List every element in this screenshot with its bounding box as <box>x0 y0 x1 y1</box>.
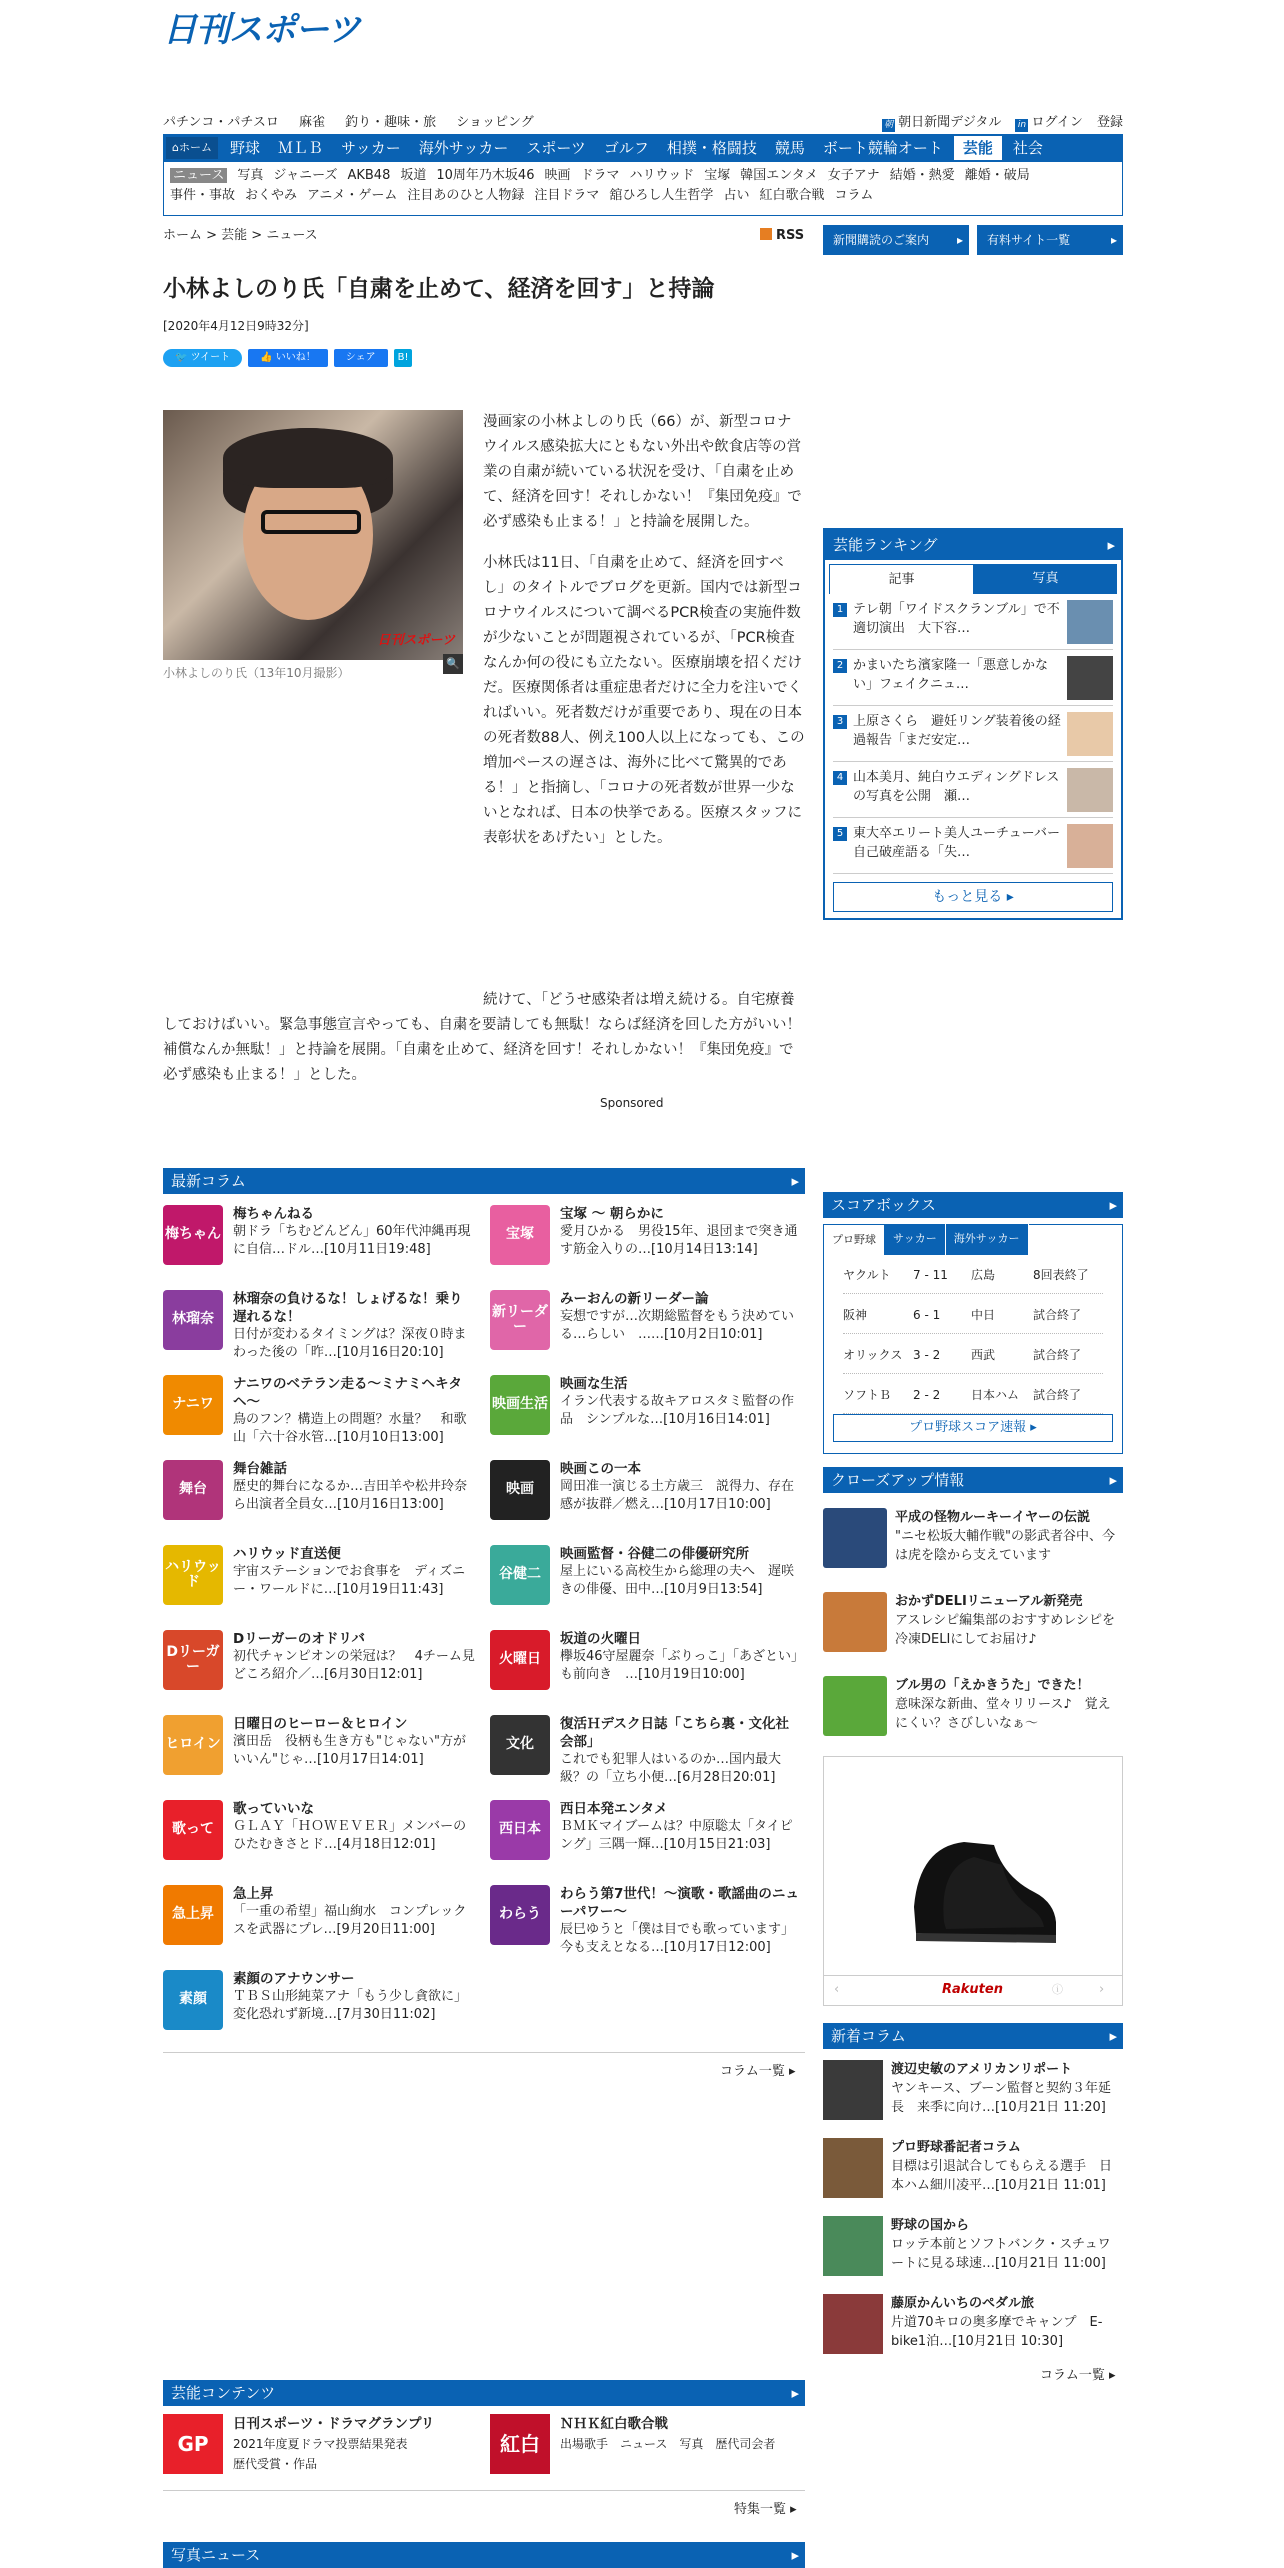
score-row[interactable] <box>843 1336 1103 1374</box>
column-text <box>233 1205 475 1281</box>
column-icon: ハリウッド <box>163 1545 223 1605</box>
column-text <box>560 1800 802 1876</box>
away-team: 日本ハム <box>971 1388 1020 1402</box>
score-row[interactable] <box>843 1296 1103 1334</box>
ranking-text: 山本美月、純白ウエディングドレスの写真を公開 瀬… <box>853 770 1060 804</box>
home-icon: ⌂ <box>172 141 179 154</box>
top-utility-nav <box>163 113 1123 133</box>
column-excerpt[interactable]: イラン代表する故キアロスタミ監督の作品 シンプルな…[10月16日14:01] <box>560 1394 795 1427</box>
topnav-link[interactable]: 釣り・趣味・旅 <box>345 115 437 130</box>
column-item[interactable] <box>163 1375 475 1451</box>
new-column-thumbnail <box>823 2138 883 2198</box>
away-team: 中日 <box>971 1308 996 1322</box>
column-item[interactable] <box>490 1290 802 1366</box>
column-icon: 西日本 <box>490 1800 550 1860</box>
column-icon: 火曜日 <box>490 1630 550 1690</box>
nav-item[interactable]: ゴルフ <box>603 139 649 157</box>
subnav-link[interactable]: おくやみ <box>245 187 298 203</box>
column-name[interactable]: 舞台雑話 <box>233 1461 287 1477</box>
nav-item[interactable]: スポーツ <box>526 139 586 157</box>
login-link[interactable]: in ログイン <box>1015 115 1082 130</box>
closeup-name[interactable]: ブル男の「えかきうた」できた！ <box>895 1678 1090 1693</box>
column-icon: 素顔 <box>163 1970 223 2030</box>
paragraph: 漫画家の小林よしのり氏（66）が、新型コロナウイルス感染拡大にともない外出や飲食店等の営業の自粛が続いている状況を受け、「自粛を止めて、経済を回す！それしかない！『集団免疫』で必ず感染も止まる！」と持論を展開した。 <box>483 414 802 530</box>
column-item[interactable] <box>490 1630 802 1706</box>
column-name[interactable]: ハリウッド直送便 <box>233 1546 341 1562</box>
ranking-item[interactable] <box>833 594 1113 650</box>
closeup-name[interactable]: おかずDELIリニューアル新発売 <box>895 1594 1083 1609</box>
column-excerpt[interactable]: 宇宙ステーションでお食事を ディズニー・ワールドに…[10月19日11:43] <box>233 1564 466 1597</box>
ranking-number: 2 <box>833 659 847 673</box>
column-icon: 新リーダー <box>490 1290 550 1350</box>
ranking-number: 5 <box>833 827 847 841</box>
column-excerpt[interactable]: 濱田岳 役柄も生き方も"じゃない"方がいいん"じゃ…[10月17日14:01] <box>233 1734 466 1767</box>
content-line[interactable]: 2021年度夏ドラマ投票結果発表 <box>233 2437 408 2451</box>
column-excerpt[interactable]: ＧＬＡＹ「ＨＯＷＥＶＥＲ」メンバーのひたむきさとド…[4月18日12:01] <box>233 1819 467 1852</box>
tab-articles[interactable]: 記事 <box>829 564 974 594</box>
new-column-item[interactable] <box>823 2294 1123 2366</box>
new-column-name[interactable]: 渡辺史敏のアメリカンリポート <box>891 2062 1073 2077</box>
photo-hair-top <box>223 428 393 488</box>
column-icon: 林瑠奈 <box>163 1290 223 1350</box>
article-body-continued <box>163 988 805 1088</box>
away-team: 広島 <box>971 1268 996 1282</box>
closeup-header[interactable]: クローズアップ情報 ▸ <box>823 1467 1123 1493</box>
paid-sites-button[interactable]: 有料サイト一覧 ▸ <box>977 225 1123 255</box>
subnav-link[interactable]: 10周年乃木坂46 <box>436 168 535 183</box>
rss-icon <box>760 228 772 240</box>
column-excerpt[interactable]: 愛月ひかる 男役15年、退団まで突き通す筋金入りの…[10月14日13:14] <box>560 1224 798 1257</box>
main-nav <box>163 134 1123 162</box>
closeup-thumbnail <box>823 1676 887 1736</box>
game-status: 試合終了 <box>1033 1388 1082 1402</box>
ranking-text: 東大卒エリート美人ユーチューバー自己破産語る「失… <box>853 826 1060 860</box>
closeup-thumbnail <box>823 1508 887 1568</box>
new-column-thumbnail <box>823 2060 883 2120</box>
rss-link[interactable]: RSS <box>760 226 804 246</box>
subnav-link[interactable]: ジャニーズ <box>273 168 338 183</box>
subscribe-button[interactable]: 新聞購読のご案内 ▸ <box>823 225 969 255</box>
score-row[interactable] <box>843 1256 1103 1294</box>
column-icon: 宝塚 <box>490 1205 550 1265</box>
ranking-thumbnail <box>1067 712 1113 756</box>
score: 3 - 2 <box>913 1348 941 1362</box>
subnav-link[interactable]: ニュース <box>170 168 227 183</box>
column-text <box>560 1460 802 1536</box>
ad-info-icon[interactable]: ⓘ <box>1052 1983 1063 1996</box>
column-icon: 谷健二 <box>490 1545 550 1605</box>
new-column-excerpt[interactable]: 目標は引退試合してもらえる選手 日本ハム細川凌平…[10月21日 11:01] <box>891 2159 1113 2193</box>
column-text <box>233 1460 475 1536</box>
tab-soccer[interactable]: サッカー <box>885 1224 946 1255</box>
column-list-link[interactable]: コラム一覧 ▸ <box>720 2062 796 2082</box>
game-status: 試合終了 <box>1033 1308 1082 1322</box>
closeup-item[interactable] <box>823 1592 1123 1660</box>
closeup-item[interactable] <box>823 1676 1123 1744</box>
zoom-icon[interactable]: 🔍 <box>443 654 463 674</box>
home-team: ソフトＢ <box>843 1388 892 1402</box>
column-text <box>233 1885 475 1961</box>
column-item[interactable] <box>490 1885 802 1961</box>
home-team: 阪神 <box>843 1308 868 1322</box>
subnav-link[interactable]: 舘ひろし人生哲学 <box>609 187 714 203</box>
ranking-number: 3 <box>833 715 847 729</box>
new-column-item[interactable] <box>823 2216 1123 2288</box>
new-column-text <box>891 2216 1123 2288</box>
closeup-excerpt[interactable]: アスレシピ編集部のおすすめレシピを冷凍DELIにしてお届け♪ <box>895 1613 1115 1647</box>
content-name[interactable]: ＮＨＫ紅白歌合戦 <box>560 2416 668 2432</box>
nav-item[interactable]: 相撲・格闘技 <box>666 139 757 157</box>
column-text <box>233 1800 475 1876</box>
new-column-item[interactable] <box>823 2060 1123 2132</box>
ranking-number: 1 <box>833 603 847 617</box>
new-column-excerpt[interactable]: ロッテ本前とソフトバンク・スチュワートに見る球速…[10月21日 11:00] <box>891 2237 1111 2271</box>
register-link[interactable]: 登録 <box>1096 115 1123 130</box>
closeup-text <box>895 1592 1123 1660</box>
article-title: 小林よしのり氏「自粛を止めて、経済を回す」と持論 <box>163 276 715 302</box>
column-item[interactable] <box>163 1715 475 1791</box>
column-excerpt[interactable]: 鳥のフン？構造上の問題？水量？ 和歌山「六十谷水管…[10月10日13:00] <box>233 1412 467 1445</box>
rakuten-ad[interactable] <box>823 1756 1123 2006</box>
column-item[interactable] <box>490 1460 802 1536</box>
topnav-link[interactable]: パチンコ・パチスロ <box>163 115 279 130</box>
column-item[interactable] <box>163 1290 475 1366</box>
ranking-number: 4 <box>833 771 847 785</box>
column-excerpt[interactable]: ＴＢＳ山形純菜アナ「もう少し貪欲に」変化恐れず新境…[7月30日11:02] <box>233 1989 468 2022</box>
ranking-item[interactable] <box>833 650 1113 706</box>
scorebox <box>823 1192 1123 1456</box>
ranking-item[interactable] <box>833 818 1113 874</box>
column-text <box>560 1630 802 1706</box>
ranking-text: かまいたち濱家隆一「悪意しかない」フェイクニュ… <box>853 658 1049 692</box>
content-item[interactable] <box>490 2414 802 2478</box>
nav-home[interactable]: ⌂ホーム <box>166 137 218 159</box>
new-column-text <box>891 2060 1123 2132</box>
column-item[interactable] <box>163 1885 475 1961</box>
column-name[interactable]: 映画監督・谷健二の俳優研究所 <box>560 1546 749 1562</box>
subnav-link[interactable]: AKB48 <box>347 168 391 183</box>
content-icon: GP <box>163 2414 223 2474</box>
column-icon: ヒロイン <box>163 1715 223 1775</box>
column-text <box>560 1375 802 1451</box>
content-line[interactable]: 歴代受賞・作品 <box>233 2457 318 2471</box>
content-text <box>560 2414 775 2478</box>
score: 2 - 2 <box>913 1388 941 1402</box>
column-item[interactable] <box>163 1460 475 1536</box>
score: 6 - 1 <box>913 1308 941 1322</box>
content-text <box>233 2414 434 2478</box>
home-team: オリックス <box>843 1348 903 1362</box>
content-icon: 紅白 <box>490 2414 550 2474</box>
subnav-link[interactable]: 注目あのひと人物録 <box>407 187 525 203</box>
subnav-link[interactable]: 宝塚 <box>704 168 731 183</box>
closeup-text <box>895 1508 1123 1576</box>
column-icon: Dリーガー <box>163 1630 223 1690</box>
ranking-thumbnail <box>1067 824 1113 868</box>
column-name[interactable]: 歌っていいな <box>233 1801 314 1817</box>
column-text <box>560 1205 802 1281</box>
column-item[interactable] <box>163 1630 475 1706</box>
column-name[interactable]: 坂道の火曜日 <box>560 1631 641 1647</box>
score-row[interactable] <box>843 1376 1103 1414</box>
tweet-button[interactable]: 🐦 ツイート <box>163 349 242 367</box>
column-name[interactable]: Dリーガーのオドリバ <box>233 1631 366 1647</box>
column-item[interactable] <box>163 1800 475 1876</box>
column-icon: 映画生活 <box>490 1375 550 1435</box>
closeup-excerpt[interactable]: "ニセ松坂大輔作戦"の影武者谷中、今は虎を陰から支えています <box>895 1529 1115 1563</box>
column-text <box>233 1375 475 1451</box>
new-column-name[interactable]: 野球の国から <box>891 2218 970 2233</box>
subnav-link[interactable]: コラム <box>834 187 874 203</box>
article-date: [2020年4月12日9時32分] <box>163 319 309 333</box>
column-excerpt[interactable]: 「一重の希望」福山絢水 コンプレックスを武器にプレ…[9月20日11:00] <box>233 1904 467 1937</box>
subnav-link[interactable]: 結婚・熱愛 <box>889 168 955 183</box>
column-name[interactable]: 復活Ｈデスク日誌「こちら裏・文化社会部」 <box>560 1716 789 1750</box>
subnav-link[interactable]: ドラマ <box>580 168 620 183</box>
new-column-text <box>891 2138 1123 2210</box>
ranking-item[interactable] <box>833 706 1113 762</box>
subnav-link[interactable]: 注目ドラマ <box>534 187 600 203</box>
column-text <box>560 1545 802 1621</box>
subnav-link[interactable]: アニメ・ゲーム <box>307 187 398 203</box>
column-name[interactable]: 素顔のアナウンサー <box>233 1971 355 1987</box>
column-name[interactable]: 映画この一本 <box>560 1461 641 1477</box>
column-icon: わらう <box>490 1885 550 1945</box>
nav-item[interactable]: 野球 <box>229 139 260 157</box>
column-name[interactable]: 映画な生活 <box>560 1376 628 1392</box>
ranking-thumbnail <box>1067 656 1113 700</box>
topnav-link[interactable]: ショッピング <box>456 115 534 130</box>
nav-item[interactable]: 競馬 <box>774 139 805 157</box>
thumbs-up-icon: 👍 <box>260 352 273 363</box>
shoe-image <box>824 1757 1124 2007</box>
twitter-icon: 🐦 <box>175 352 188 363</box>
new-columns-header[interactable]: 新着コラム ▸ <box>823 2023 1123 2049</box>
scorebox-header[interactable]: スコアボックス ▸ <box>823 1192 1123 1218</box>
column-item[interactable] <box>163 1970 475 2046</box>
column-name[interactable]: みーおんの新リーダー論 <box>560 1291 709 1307</box>
column-excerpt[interactable]: 岡田准一演じる土方歳三 説得力、存在感が抜群／燃え…[10月17日10:00] <box>560 1479 795 1512</box>
subnav-link[interactable]: 離婚・破局 <box>964 168 1030 183</box>
nav-item[interactable]: ボート競輪オート <box>822 139 943 157</box>
closeup-name[interactable]: 平成の怪物ルーキーイヤーの伝説 <box>895 1510 1091 1525</box>
ranking-text: テレ朝「ワイドスクランブル」で不適切演出 大下容… <box>853 602 1060 636</box>
column-icon: 急上昇 <box>163 1885 223 1945</box>
photo-caption: 小林よしのり氏（13年10月撮影） <box>163 666 350 680</box>
column-name[interactable]: わらう第7世代！〜演歌・歌謡曲のニューパワー〜 <box>560 1886 799 1920</box>
closeup-item[interactable] <box>823 1508 1123 1576</box>
subnav-link[interactable]: 映画 <box>544 168 571 183</box>
column-excerpt[interactable]: 日付が変わるタイミングは？深夜０時まわった後の「昨…[10月16日20:10] <box>233 1327 467 1360</box>
column-text <box>233 1715 475 1791</box>
column-text <box>560 1715 802 1791</box>
sub-nav <box>163 162 1123 216</box>
away-team: 西武 <box>971 1348 996 1362</box>
sponsored-label: Sponsored <box>600 1096 664 1110</box>
paragraph: 小林氏は11日、「自粛を止めて、経済を回すべし」のタイトルでブログを更新。国内では新型コロナウイルスについて調べるPCR検査の実施件数が少ないことが問題視されているが、「PCR検査なんか何の役にも立たない。医療崩壊を招くだけだ。医療関係者は重症患者だけに全力を注いでくればいい。死者数だけが重要であり、現在の日本の死者数88人、例え100人以上になっても、この増加ペースの遅さは、海外に比べて驚異的である！」と指摘し、「コロナの死者数が世界一少ないとなれば、日本の快挙である。医療スタッフに表彰状をあげたい」とした。 <box>483 555 805 846</box>
ad-prev-icon[interactable]: ‹ <box>834 1982 840 1997</box>
column-name[interactable]: 梅ちゃんねる <box>233 1206 314 1222</box>
column-item[interactable] <box>163 1205 475 1281</box>
column-name[interactable]: 宝塚 〜 朝らかに <box>560 1206 664 1222</box>
contents-header[interactable]: 芸能コンテンツ ▸ <box>163 2380 805 2406</box>
photo-glasses <box>261 510 361 534</box>
latest-columns-header[interactable]: 最新コラム ▸ <box>163 1168 805 1194</box>
new-column-excerpt[interactable]: ヤンキース、ブーン監督と契約３年延長 来季に向け…[10月21日 11:20] <box>891 2081 1111 2115</box>
tab-overseas-soccer[interactable]: 海外サッカー <box>946 1224 1029 1255</box>
content-line[interactable]: 出場歌手 ニュース 写真 歴代司会者 <box>560 2437 776 2451</box>
content-item[interactable] <box>163 2414 475 2478</box>
new-column-thumbnail <box>823 2294 883 2354</box>
side-buttons <box>823 225 1123 255</box>
nav-item-active[interactable]: 芸能 <box>954 136 1002 160</box>
site-logo[interactable]: 日刊スポーツ <box>163 10 360 50</box>
column-icon: 梅ちゃん <box>163 1205 223 1265</box>
breadcrumb[interactable]: ホーム > 芸能 > ニュース <box>163 228 318 243</box>
photo-watermark: 日刊スポーツ <box>377 632 455 648</box>
divider <box>163 2490 805 2491</box>
subnav-link[interactable]: 事件・事故 <box>170 187 236 203</box>
column-name[interactable]: 急上昇 <box>233 1886 274 1902</box>
closeup-excerpt[interactable]: 意味深な新曲、堂々リリース♪ 覚えにくい？さびしいなぁ〜 <box>895 1697 1111 1731</box>
column-icon: 映画 <box>490 1460 550 1520</box>
hatena-button[interactable]: B! <box>394 349 413 367</box>
column-excerpt[interactable]: 朝ドラ「ちむどんどん」60年代沖縄再現に自信…ドル…[10月11日19:48] <box>233 1224 471 1257</box>
ranking-text: 上原さくら 避妊リング装着後の経過報告「まだ安定… <box>853 714 1061 748</box>
nav-item[interactable]: ＭＬＢ <box>278 139 324 157</box>
game-status: 8回表終了 <box>1033 1268 1089 1282</box>
ad-next-icon[interactable]: › <box>1099 1982 1105 1997</box>
column-icon: ナニワ <box>163 1375 223 1435</box>
column-text <box>233 1290 475 1366</box>
column-excerpt[interactable]: これでも犯罪人はいるのか…国内最大級？の「立ち小便…[6月28日20:01] <box>560 1752 782 1785</box>
article-photo[interactable] <box>163 410 463 670</box>
column-excerpt[interactable]: 初代チャンピオンの栄冠は？ 4チーム見どころ紹介／…[6月30日12:01] <box>233 1649 475 1682</box>
column-item[interactable] <box>490 1800 802 1876</box>
new-column-name[interactable]: 藤原かんいちのペダル旅 <box>891 2296 1035 2311</box>
asahi-link[interactable]: 朝 朝日新聞デジタル <box>884 115 1002 130</box>
new-column-name[interactable]: プロ野球番記者コラム <box>891 2140 1021 2155</box>
article-body <box>483 410 805 867</box>
subnav-link[interactable]: 韓国エンタメ <box>740 168 818 183</box>
new-column-excerpt[interactable]: 片道70キロの奥多摩でキャンプ E-bike1泊…[10月21日 10:30] <box>891 2315 1103 2349</box>
ranking-more-button[interactable]: もっと見る ▸ <box>833 882 1113 912</box>
tab-photos[interactable]: 写真 <box>974 564 1117 594</box>
column-excerpt[interactable]: ＢＭＫマイブームは？中原聡太「タイピング」三隅一輝…[10月15日21:03] <box>560 1819 793 1852</box>
entertainment-ranking <box>823 528 1123 920</box>
column-item[interactable] <box>163 1545 475 1621</box>
home-team: ヤクルト <box>843 1268 891 1282</box>
column-text <box>233 1545 475 1621</box>
new-columns-list-link[interactable]: コラム一覧 ▸ <box>1040 2366 1116 2386</box>
content-name[interactable]: 日刊スポーツ・ドラマグランプリ <box>233 2416 435 2432</box>
subnav-link[interactable]: 坂道 <box>400 168 427 183</box>
new-column-text <box>891 2294 1123 2366</box>
column-icon: 歌って <box>163 1800 223 1860</box>
column-text <box>560 1290 802 1366</box>
column-excerpt[interactable]: 欅坂46守屋麗奈「ぶりっこ」「あざとい」も前向き …[10月19日10:00] <box>560 1649 798 1682</box>
closeup-thumbnail <box>823 1592 887 1652</box>
subnav-link[interactable]: 占い <box>723 187 750 203</box>
subnav-link[interactable]: 女子アナ <box>827 168 880 183</box>
like-button[interactable]: 👍 いいね！ <box>248 349 328 367</box>
column-item[interactable] <box>490 1375 802 1451</box>
divider <box>163 2052 805 2053</box>
ad-footer <box>824 1975 1122 2005</box>
column-item[interactable] <box>490 1545 802 1621</box>
closeup-text <box>895 1676 1123 1744</box>
column-excerpt[interactable]: 歴史的舞台になるか…吉田羊や松井玲奈ら出演者全員女…[10月16日13:00] <box>233 1479 468 1512</box>
column-name[interactable]: ナニワのベテラン走る〜ミナミヘキタヘ〜 <box>233 1376 462 1410</box>
subnav-link[interactable]: ハリウッド <box>629 168 695 183</box>
topnav-link[interactable]: 麻雀 <box>298 115 325 130</box>
column-text <box>233 1970 475 2046</box>
ranking-header[interactable]: 芸能ランキング ▸ <box>825 530 1121 560</box>
ranking-thumbnail <box>1067 768 1113 812</box>
game-status: 試合終了 <box>1033 1348 1082 1362</box>
nav-item[interactable]: サッカー <box>341 139 401 157</box>
features-list-link[interactable]: 特集一覧 ▸ <box>734 2500 797 2520</box>
rakuten-logo: Rakuten <box>942 1982 1003 1997</box>
column-excerpt[interactable]: 屋上にいる高校生から総理の夫へ 遅咲きの俳優、田中…[10月9日13:54] <box>560 1564 795 1597</box>
new-column-item[interactable] <box>823 2138 1123 2210</box>
share-button[interactable]: シェア <box>334 349 388 367</box>
column-name[interactable]: 西日本発エンタメ <box>560 1801 668 1817</box>
scores-link[interactable]: プロ野球スコア速報 ▸ <box>833 1414 1113 1442</box>
photo-news-header[interactable]: 写真ニュース ▸ <box>163 2542 805 2568</box>
ranking-thumbnail <box>1067 600 1113 644</box>
share-buttons <box>163 349 412 367</box>
column-item[interactable] <box>490 1205 802 1281</box>
column-text <box>560 1885 802 1961</box>
nav-item[interactable]: 社会 <box>1012 139 1043 157</box>
column-excerpt[interactable]: 妄想ですが…次期総監督をもう決めている…らしい ……[10月2日10:01] <box>560 1309 795 1342</box>
column-excerpt[interactable]: 辰巳ゆうと「僕は目でも歌っています」今も支えとなる…[10月17日12:00] <box>560 1922 795 1955</box>
new-column-thumbnail <box>823 2216 883 2276</box>
ranking-item[interactable] <box>833 762 1113 818</box>
score: 7 - 11 <box>913 1268 948 1282</box>
login-icon: in <box>1015 119 1028 132</box>
asahi-icon: 朝 <box>884 120 894 130</box>
column-name[interactable]: 林瑠奈の負けるな！しょげるな！乗り遅れるな！ <box>233 1291 463 1325</box>
column-icon: 文化 <box>490 1715 550 1775</box>
column-icon: 舞台 <box>163 1460 223 1520</box>
column-name[interactable]: 日曜日のヒーロー＆ヒロイン <box>233 1716 408 1732</box>
column-text <box>233 1630 475 1706</box>
nav-item[interactable]: 海外サッカー <box>418 139 509 157</box>
tab-pro-baseball[interactable]: プロ野球 <box>823 1224 885 1255</box>
paragraph: 続けて、「どうせ感染者は増え続ける。自宅療養しておけばいい。緊急事態宣言やっても、自粛を要請しても無駄！ならば経済を回した方がいい！補償なんか無駄！」と持論を展開。「自粛を止めて、経済を回す！それしかない！『集団免疫』で必ず感染も止まる！」とした。 <box>163 992 801 1083</box>
subnav-link[interactable]: 写真 <box>237 168 264 183</box>
subnav-link[interactable]: 紅白歌合戦 <box>759 187 825 203</box>
column-item[interactable] <box>490 1715 802 1791</box>
